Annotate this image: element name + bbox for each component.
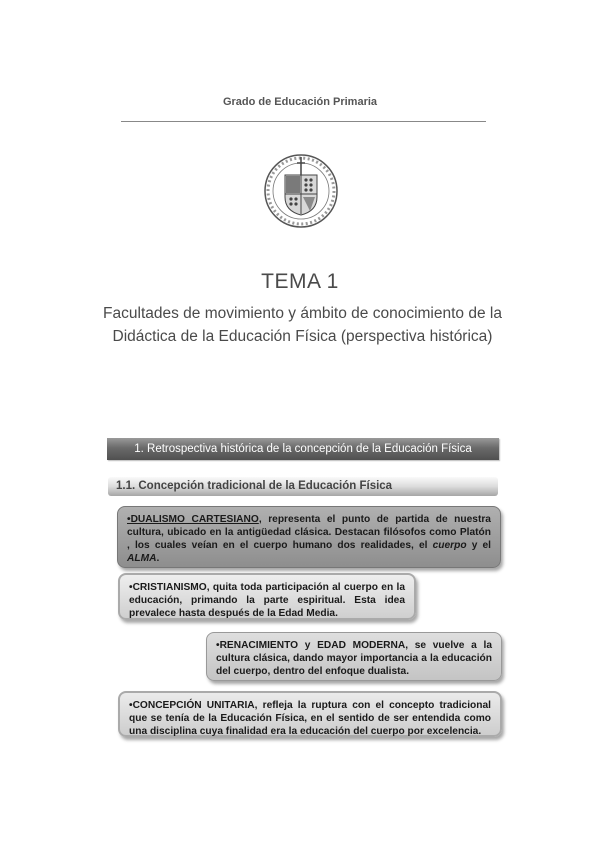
cristianismo-text: , quita toda participación al cuerpo en la educación, primando la parte espiritual. Esta idea prevalece hasta después de la Edad Media. — [129, 582, 405, 619]
dualismo-end: . — [156, 553, 160, 564]
dualismo-text: , representa el punto de partida de nuestra cultura, ubicado en la antigüedad clásica. Destacan filósofos como Platón , los cuales veían en el cuerpo humano dos realidades, el — [127, 514, 491, 551]
dualismo-cartesiano-box — [117, 506, 501, 568]
dualismo-mid: y el — [466, 540, 491, 551]
header-divider — [121, 121, 486, 122]
dualismo-em-cuerpo: cuerpo — [432, 540, 467, 551]
renacimiento-text: , se vuelve a la cultura clásica, dando mayor importancia a la educación del cuerpo, dentro del enfoque dualista. — [216, 640, 492, 677]
cristianismo-lead: •CRISTIANISMO — [129, 582, 207, 593]
subsection-heading: 1.1. Concepción tradicional de la Educación Física — [108, 477, 498, 496]
renacimiento-lead: •RENACIMIENTO y EDAD MODERNA — [216, 640, 406, 651]
unitaria-lead: •CONCEPCIÓN UNITARIA — [129, 700, 255, 711]
cristianismo-box — [118, 573, 416, 620]
university-seal-icon — [263, 153, 339, 229]
dualismo-lead: •DUALISMO CARTESIANO — [127, 514, 259, 525]
topic-subtitle: Facultades de movimiento y ámbito de conocimiento de la Didáctica de la Educación Física (perspectiva histórica) — [103, 305, 502, 345]
dualismo-em-alma: ALMA — [127, 553, 157, 564]
concepcion-unitaria-box — [118, 691, 502, 737]
unitaria-text: , refleja la ruptura con el concepto tradicional que se tenía de la Educación Física, en el sentido de ser entendida como una disciplina cuya finalidad era la educación del cuerpo por excelencia. — [129, 700, 491, 737]
section-heading: 1. Retrospectiva histórica de la concepción de la Educación Física — [107, 438, 499, 460]
topic-title: TEMA 1 — [261, 270, 339, 293]
renacimiento-box — [206, 632, 502, 681]
program-header: Grado de Educación Primaria — [222, 96, 378, 108]
